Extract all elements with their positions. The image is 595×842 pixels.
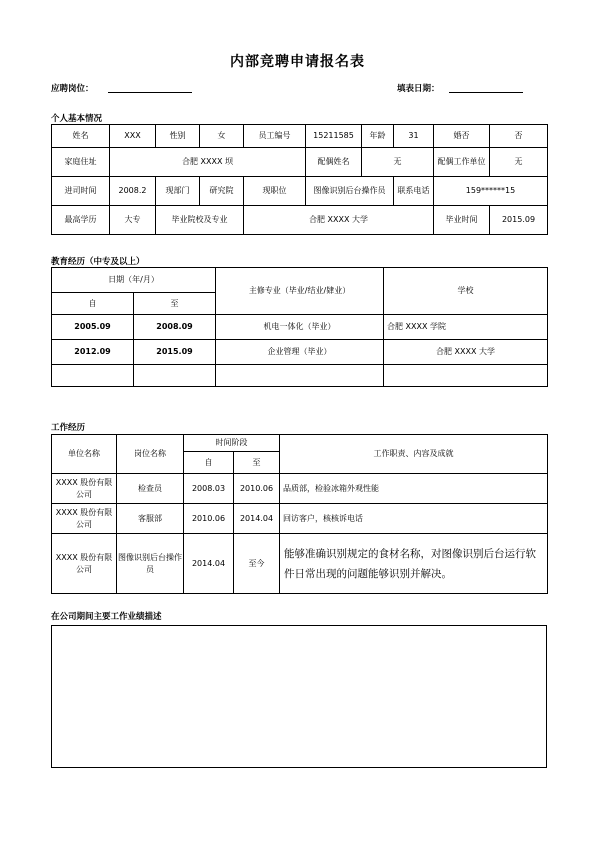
edu-from-value[interactable] xyxy=(52,365,134,387)
position-label: 应聘岗位： xyxy=(51,84,94,94)
position-field[interactable] xyxy=(108,92,192,93)
join-label: 进司时间 xyxy=(52,177,110,206)
personal-row-2 xyxy=(52,148,548,177)
edu-school-header: 学校 xyxy=(384,268,548,315)
empid-label: 员工编号 xyxy=(244,125,306,148)
work-to-value[interactable]: 2010.06 xyxy=(234,474,280,504)
work-unit-value[interactable]: XXXX 股份有限公司 xyxy=(52,474,117,504)
spouse-name-value[interactable]: 无 xyxy=(362,148,434,177)
page-title: 内部竞聘申请报名表 xyxy=(230,54,365,70)
education-header-row xyxy=(52,268,548,293)
job-value[interactable]: 图像识别后台操作员 xyxy=(306,177,394,206)
work-unit-header: 单位名称 xyxy=(52,435,117,474)
edu-from-header: 自 xyxy=(52,293,134,315)
date-label: 填表日期： xyxy=(397,84,440,94)
empid-value[interactable]: 15211585 xyxy=(306,125,362,148)
age-value[interactable]: 31 xyxy=(394,125,434,148)
spouse-work-value[interactable]: 无 xyxy=(490,148,548,177)
personal-info-table xyxy=(51,124,548,235)
spouse-name-label: 配偶姓名 xyxy=(306,148,362,177)
education-row xyxy=(52,315,548,340)
work-unit-value[interactable]: XXXX 股份有限公司 xyxy=(52,534,117,594)
date-field[interactable] xyxy=(449,92,523,93)
performance-section-title: 在公司期间主要工作业绩描述 xyxy=(51,612,162,622)
edu-to-value[interactable]: 2008.09 xyxy=(134,315,216,340)
personal-row-4 xyxy=(52,206,548,235)
job-label: 现职位 xyxy=(244,177,306,206)
personal-section-title: 个人基本情况 xyxy=(51,114,103,124)
age-label: 年龄 xyxy=(362,125,394,148)
work-post-value[interactable]: 客服部 xyxy=(117,504,184,534)
address-value[interactable]: 合肥 XXXX 坝 xyxy=(110,148,306,177)
edu-school-value[interactable] xyxy=(384,365,548,387)
edu-from-value[interactable]: 2005.09 xyxy=(52,315,134,340)
marital-value[interactable]: 否 xyxy=(490,125,548,148)
edu-to-header: 至 xyxy=(134,293,216,315)
school-value[interactable]: 合肥 XXXX 大学 xyxy=(244,206,434,235)
personal-row-1 xyxy=(52,125,548,148)
work-post-value[interactable]: 图像识别后台操作员 xyxy=(117,534,184,594)
work-to-value[interactable]: 至今 xyxy=(234,534,280,594)
name-value[interactable]: XXX xyxy=(110,125,156,148)
edu-school-value[interactable]: 合肥 XXXX 大学 xyxy=(384,340,548,365)
gender-label: 性别 xyxy=(156,125,200,148)
work-row xyxy=(52,504,548,534)
personal-row-3 xyxy=(52,177,548,206)
work-from-value[interactable]: 2010.06 xyxy=(184,504,234,534)
education-row xyxy=(52,365,548,387)
work-duties-value[interactable]: 能够准确识别规定的食材名称，对图像识别后台运行软件日常出现的问题能够识别并解决。 xyxy=(280,534,548,594)
performance-textarea[interactable] xyxy=(51,625,547,768)
work-from-value[interactable]: 2014.04 xyxy=(184,534,234,594)
work-post-value[interactable]: 检查员 xyxy=(117,474,184,504)
grad-label: 毕业时间 xyxy=(434,206,490,235)
work-row xyxy=(52,534,548,594)
edu-major-value[interactable]: 企业管理（毕业） xyxy=(216,340,384,365)
edu-school-value[interactable]: 合肥 XXXX 学院 xyxy=(384,315,548,340)
phone-label: 联系电话 xyxy=(394,177,434,206)
work-duties-value[interactable]: 回访客户，核核诉电话 xyxy=(280,504,548,534)
work-from-value[interactable]: 2008.03 xyxy=(184,474,234,504)
edu-label: 最高学历 xyxy=(52,206,110,235)
edu-major-value[interactable] xyxy=(216,365,384,387)
name-label: 姓名 xyxy=(52,125,110,148)
dept-value[interactable]: 研究院 xyxy=(200,177,244,206)
work-unit-value[interactable]: XXXX 股份有限公司 xyxy=(52,504,117,534)
edu-to-value[interactable]: 2015.09 xyxy=(134,340,216,365)
work-to-header: 至 xyxy=(234,452,280,474)
work-post-header: 岗位名称 xyxy=(117,435,184,474)
education-row xyxy=(52,340,548,365)
education-table xyxy=(51,267,548,387)
marital-label: 婚否 xyxy=(434,125,490,148)
grad-value[interactable]: 2015.09 xyxy=(490,206,548,235)
work-duties-header: 工作职责、内容及成就 xyxy=(280,435,548,474)
work-header-row xyxy=(52,435,548,452)
edu-major-header: 主修专业（毕业/结业/肄业） xyxy=(216,268,384,315)
address-label: 家庭住址 xyxy=(52,148,110,177)
spouse-work-label: 配偶工作单位 xyxy=(434,148,490,177)
edu-major-value[interactable]: 机电一体化（毕业） xyxy=(216,315,384,340)
work-duties-value[interactable]: 品质部，检验冰箱外观性能 xyxy=(280,474,548,504)
dept-label: 现部门 xyxy=(156,177,200,206)
join-value[interactable]: 2008.2 xyxy=(110,177,156,206)
edu-from-value[interactable]: 2012.09 xyxy=(52,340,134,365)
education-section-title: 教育经历（中专及以上） xyxy=(51,257,145,267)
work-table xyxy=(51,434,548,594)
phone-value[interactable]: 159******15 xyxy=(434,177,548,206)
edu-value[interactable]: 大专 xyxy=(110,206,156,235)
gender-value[interactable]: 女 xyxy=(200,125,244,148)
school-label: 毕业院校及专业 xyxy=(156,206,244,235)
work-section-title: 工作经历 xyxy=(51,423,86,433)
work-to-value[interactable]: 2014.04 xyxy=(234,504,280,534)
work-row xyxy=(52,474,548,504)
edu-to-value[interactable] xyxy=(134,365,216,387)
work-from-header: 自 xyxy=(184,452,234,474)
work-period-header: 时间阶段 xyxy=(184,435,280,452)
edu-date-header: 日期（年/月） xyxy=(52,268,216,293)
